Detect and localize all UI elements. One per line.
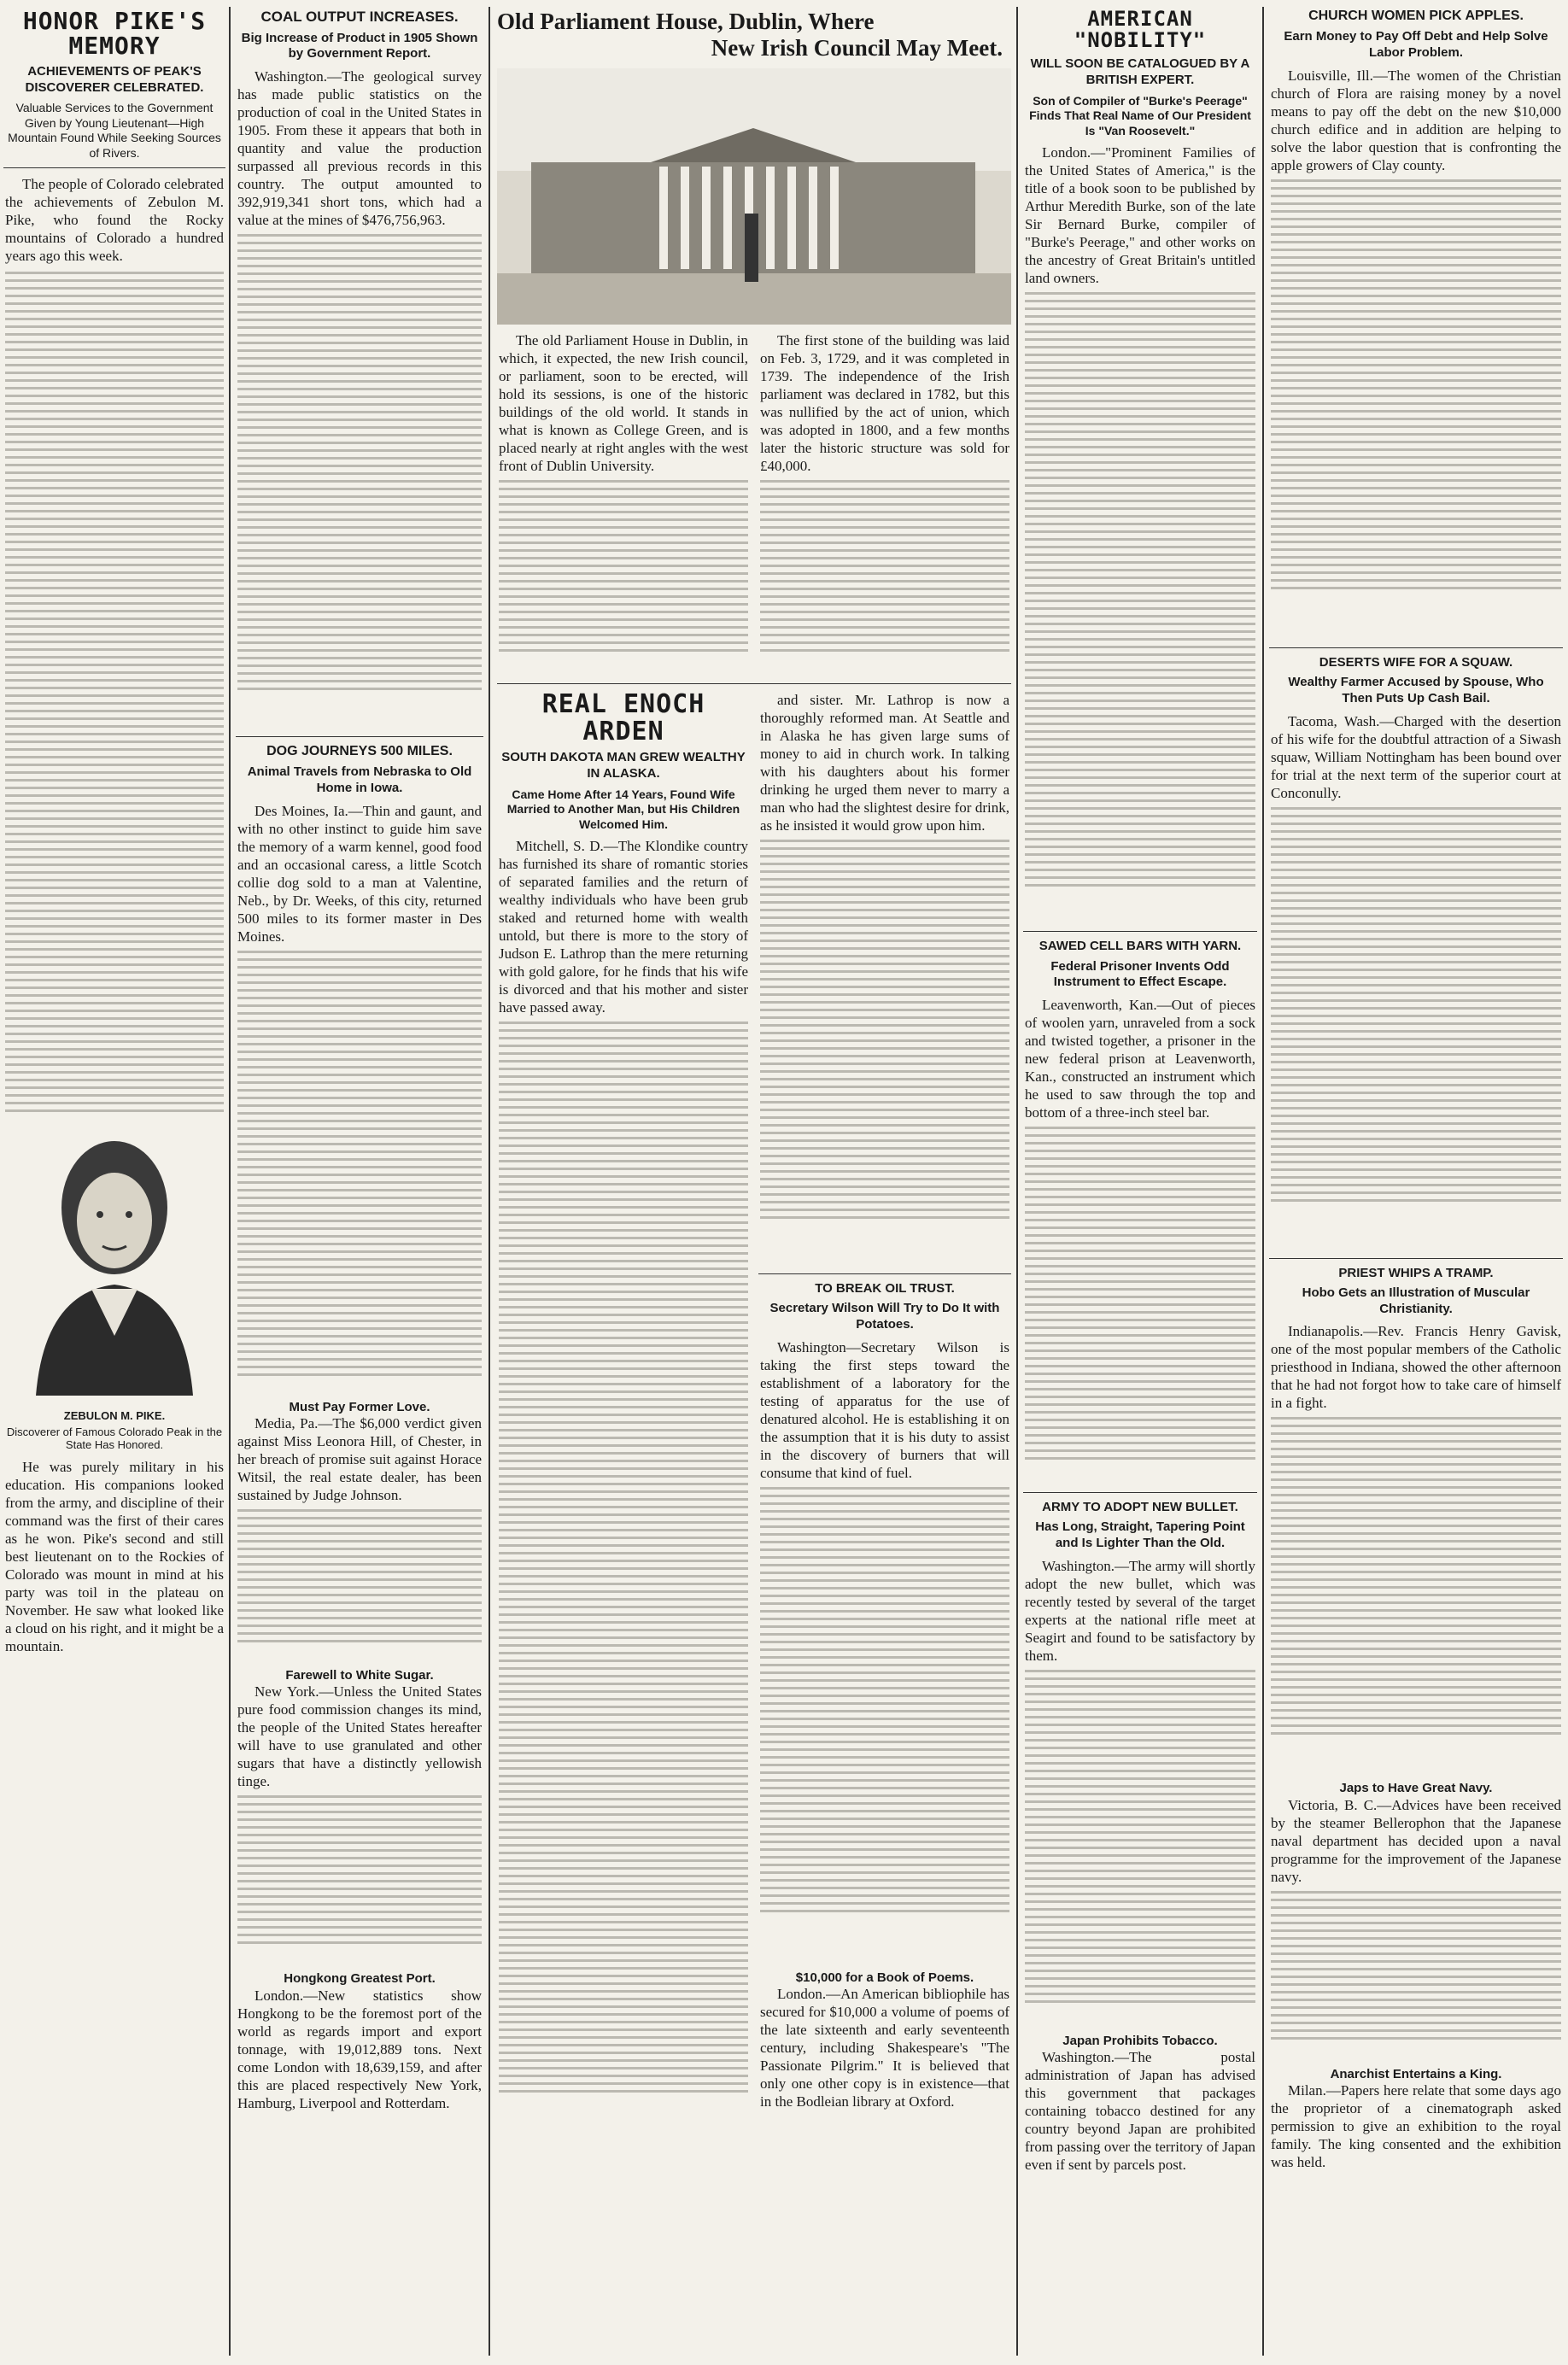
tobacco-headline: Japan Prohibits Tobacco. bbox=[1062, 2033, 1218, 2048]
tramp-story: Indianapolis.—Rev. Francis Henry Gavisk, one of the most popular members of the Catholic priesthood in Indiana, showed the other afternoon that he had not forgot how to take care of himself in a fight. bbox=[1271, 1323, 1561, 1412]
port-story: London.—New statistics show Hongkong to be the foremost port of the world as regards import and export tonnage, with 19,012,889 tons. Next come London with 18,639,159, and after this are placed respectively New York, Hamburg, Liverpool and Rotterdam. bbox=[237, 1987, 482, 2111]
apples-subhead: Earn Money to Pay Off Debt and Help Solve Labor Problem. bbox=[1284, 29, 1548, 61]
king-story: Milan.—Papers here relate that some days ago the proprietor of a cinematograph asked permission to give an exhibition to the royal family. The king consented and the exhibition was held. bbox=[1271, 2081, 1561, 2170]
parliament-headline-2: New Irish Council May Meet. bbox=[711, 35, 1003, 61]
enoch-continued-filler bbox=[760, 840, 1009, 1267]
squaw-headline: DESERTS WIFE FOR A SQUAW. bbox=[1319, 654, 1513, 670]
coal-story: Washington.—The geological survey has made public statistics on the production of coal in the United States in 1905. From these it appears that both in quantity and value the production surpassed all previous records in this country. The output amounted to 392,919,341 short tons, which had a value at the mines of $476,756,963. bbox=[237, 68, 482, 229]
bullet-story: Washington.—The army will shortly adopt the new bullet, which was recently tested by several of the target experts at the national rifle meet at Seagirt and found to be satisfactory by them. bbox=[1025, 1557, 1255, 1664]
parliament-headline-1: Old Parliament House, Dublin, Where bbox=[497, 9, 875, 34]
yarn-story: Leavenworth, Kan.—Out of pieces of woolen yarn, unraveled from a sock and twisted together, a prisoner in the new federal prison at Leavenworth, Kan., constructed an instrument which he used to saw through the top and bottom of a three-inch steel bar. bbox=[1025, 997, 1255, 1121]
sugar-text-filler bbox=[237, 1795, 482, 1966]
trust-headline: TO BREAK OIL TRUST. bbox=[815, 1281, 955, 1297]
love-story: Media, Pa.—The $6,000 verdict given against Miss Leonora Hill, of Chester, in her breach of promise suit against Horace Witsil, the real estate dealer, has been sustained by Judge Johnson. bbox=[237, 1415, 482, 1504]
poems-story: London.—An American bibliophile has secured for $10,000 a volume of poems of the late sixteenth and early seventeenth century, including Shakespeare's "The Passionate Pilgrim." It is believed that only one other copy is in existence—that in the Bodleian library at Oxford. bbox=[760, 1986, 1009, 2110]
enoch-deck: SOUTH DAKOTA MAN GREW WEALTHY IN ALASKA. bbox=[501, 750, 746, 781]
pike-portrait-caption: ZEBULON M. PIKE. bbox=[63, 1409, 166, 1423]
coal-headline: COAL OUTPUT INCREASES. bbox=[260, 9, 459, 25]
enoch-text-filler bbox=[499, 1022, 748, 2132]
enoch-banner: REAL ENOCH ARDEN bbox=[541, 689, 705, 746]
pike-portrait bbox=[10, 1114, 219, 1404]
navy-story: Victoria, B. C.—Advices have been received by the steamer Bellerophon that the Japanese naval department has decided upon a naval programme for the improvement of the Japanese navy. bbox=[1271, 1796, 1561, 1885]
nobility-story: London.—"Prominent Families of the United States of America," is the title of a book soon to be published by Arthur Meredith Burke, son of the late Sir Bernard Burke, compiler of "Burke's Peerage," and other works on the ancestry of Great Britain's untitled land owners. bbox=[1025, 144, 1255, 287]
nobility-deck: WILL SOON BE CATALOGUED BY A BRITISH EXPERT. bbox=[1030, 56, 1250, 88]
nobility-subdeck: Son of Compiler of "Burke's Peerage" Finds That Real Name of Our President Is "Van Roosevelt." bbox=[1029, 93, 1251, 138]
nobility-text-filler bbox=[1025, 292, 1255, 924]
parliament-filler-right bbox=[760, 480, 1009, 676]
trust-text-filler bbox=[760, 1487, 1009, 1965]
enoch-story-continued: and sister. Mr. Lathrop is now a thoroughly reformed man. At Seattle and in Alaska he has given large sums of money to aid in church work. In talking with his daughters about his former drinking he urged them never to marry a man who had the slightest desire for drink, as he insisted it would grow upon him. bbox=[760, 692, 1009, 834]
apples-text-filler bbox=[1271, 179, 1561, 641]
trust-subhead: Secretary Wilson Will Try to Do It with Potatoes. bbox=[769, 1301, 1000, 1332]
dog-subhead: Animal Travels from Nebraska to Old Home in Iowa. bbox=[247, 764, 472, 796]
bullet-headline: ARMY TO ADOPT NEW BULLET. bbox=[1042, 1500, 1238, 1515]
pike-deck: ACHIEVEMENTS OF PEAK'S DISCOVERER CELEBRATED. bbox=[25, 63, 204, 95]
dog-text-filler bbox=[237, 951, 482, 1395]
parliament-engraving bbox=[497, 68, 1011, 325]
column-3-4 bbox=[497, 9, 1011, 2357]
squaw-subhead: Wealthy Farmer Accused by Spouse, Who Then Puts Up Cash Bail. bbox=[1288, 675, 1544, 705]
tramp-subhead: Hobo Gets an Illustration of Muscular Christianity. bbox=[1302, 1285, 1530, 1316]
tramp-headline: PRIEST WHIPS A TRAMP. bbox=[1338, 1265, 1494, 1280]
port-headline: Hongkong Greatest Port. bbox=[284, 1971, 436, 1987]
tobacco-story: Washington.—The postal administration of Japan has advised this government that packages containing tobacco destined for any country beyond Japan are prohibited from passing over the territory of Japan even if sent by parcels post. bbox=[1025, 2049, 1255, 2174]
pike-portrait-subcaption: Discoverer of Famous Colorado Peak in the State Has Honored. bbox=[6, 1425, 223, 1452]
coal-text-filler bbox=[237, 234, 482, 729]
navy-text-filler bbox=[1271, 1891, 1561, 2062]
parliament-story-right: The first stone of the building was laid on Feb. 3, 1729, and it was completed in 1739. The independence of the Irish parliament was declared in 1782, but this was nullified by the act of union, which was adopted in 1800, and a few months later the historic structure was sold for £40,000. bbox=[760, 332, 1009, 475]
apples-headline: CHURCH WOMEN PICK APPLES. bbox=[1308, 9, 1524, 23]
enoch-story: Mitchell, S. D.—The Klondike country has furnished its share of romantic stories of separated families and the return of wealthy individuals who have been grub staked and returned home with wealth untold, but there is more to the story of Judson E. Lathrop than the mere returning with gold galore, for he finds that his wife is divorced and that his mother and sister have passed away. bbox=[499, 838, 748, 1016]
poems-headline: $10,000 for a Book of Poems. bbox=[795, 1970, 974, 1985]
coal-subhead: Big Increase of Product in 1905 Shown by Government Report. bbox=[241, 30, 478, 61]
dog-story: Des Moines, Ia.—Thin and gaunt, and with no other instinct to guide him save the memory of a warm kennel, good food and an occasional caress, a little Scotch collie dog sold to a man at Valentine, Neb., by Dr. Weeks, of this city, returned 500 miles to its former master in Des Moines. bbox=[237, 802, 482, 945]
yarn-text-filler bbox=[1025, 1127, 1255, 1485]
enoch-subdeck: Came Home After 14 Years, Found Wife Married to Another Man, but His Children Welcomed Him. bbox=[506, 787, 740, 831]
pike-lead: The people of Colorado celebrated the achievements of Zebulon M. Pike, who found the Rocky mountains of Colorado a hundred years ago this week. bbox=[5, 176, 225, 265]
sugar-story: New York.—Unless the United States pure food commission changes its mind, the people of the United States hereafter will have to use granulated and other sugars that have a distinctly yellowish tinge. bbox=[237, 1683, 482, 1790]
nobility-banner: AMERICAN "NOBILITY" bbox=[1074, 9, 1207, 53]
yarn-headline: SAWED CELL BARS WITH YARN. bbox=[1039, 939, 1242, 954]
love-text-filler bbox=[237, 1509, 482, 1663]
tramp-text-filler bbox=[1271, 1417, 1561, 1776]
apples-story: Louisville, Ill.—The women of the Christian church of Flora are raising money by a novel means to pay off the debt on the new $10,000 church edifice and in addition are helping to solve the labor question that is confronting the apple growers of Clay county. bbox=[1271, 67, 1561, 173]
squaw-text-filler bbox=[1271, 807, 1561, 1251]
bullet-text-filler bbox=[1025, 1670, 1255, 2028]
pike-subdeck: Valuable Services to the Government Given by Young Lieutenant—High Mountain Found While Seeking Sources of Rivers. bbox=[8, 101, 221, 160]
squaw-story: Tacoma, Wash.—Charged with the desertion of his wife for the doubtful attraction of a Siwash squaw, William Nottingham has been bound over for trial at the next term of the superior court at Conconully. bbox=[1271, 712, 1561, 801]
column-1 bbox=[3, 9, 225, 2357]
love-headline: Must Pay Former Love. bbox=[289, 1399, 430, 1414]
column-5 bbox=[1023, 9, 1257, 2357]
pike-text-filler bbox=[5, 272, 224, 1109]
bullet-subhead: Has Long, Straight, Tapering Point and Is Lighter Than the Old. bbox=[1035, 1519, 1245, 1551]
parliament-filler-left bbox=[499, 480, 748, 676]
sugar-headline: Farewell to White Sugar. bbox=[285, 1668, 434, 1683]
navy-headline: Japs to Have Great Navy. bbox=[1339, 1781, 1493, 1796]
yarn-subhead: Federal Prisoner Invents Odd Instrument to Effect Escape. bbox=[1050, 958, 1230, 990]
dog-headline: DOG JOURNEYS 500 MILES. bbox=[266, 744, 453, 759]
column-2 bbox=[236, 9, 483, 2357]
trust-story: Washington—Secretary Wilson is taking the first steps toward the establishment of a laboratory for the testing of apparatus for the use of denatured alcohol. He is establishing it on the assumption that it is his duty to assist in the discovery of burners that will consume that kind of fuel. bbox=[760, 1338, 1009, 1481]
king-headline: Anarchist Entertains a King. bbox=[1330, 2066, 1502, 2081]
parliament-story-left: The old Parliament House in Dublin, in which, it expected, the new Irish council, or parliament, soon to be erected, will hold its sessions, is one of the historic buildings of the old world. It stands in what is known as College Green, and is placed nearly at right angles with the west front of Dublin University. bbox=[499, 332, 748, 475]
column-6 bbox=[1269, 9, 1563, 2357]
pike-banner: HONOR PIKE'S MEMORY bbox=[22, 9, 207, 61]
pike-tail: He was purely military in his education. His companions looked from the army, and discipline of their command was the first of their cares as he won. Pike's second and still best lieutenant on to the Rockies of Colorado was mount in mind at his party was toil in the plateau on November. He saw what looked like a cloud on his right, and it might be a mountain. bbox=[5, 1459, 224, 1655]
